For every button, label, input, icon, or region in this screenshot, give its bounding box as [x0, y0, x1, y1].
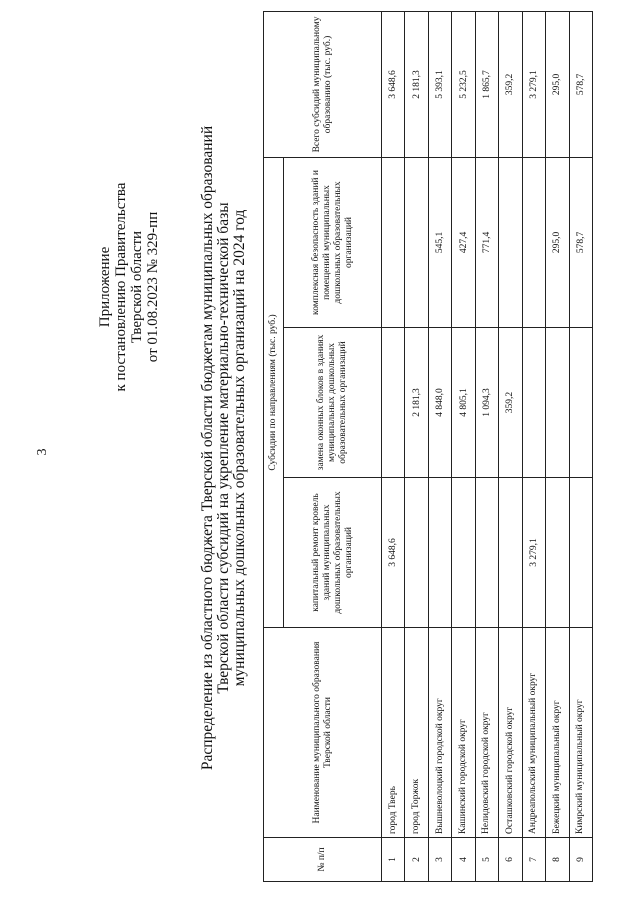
- row-roof-value: [499, 478, 522, 628]
- row-name: Осташковский городской округ: [499, 628, 522, 838]
- row-total-value: 5 232,5: [452, 11, 475, 157]
- row-roof-value: [475, 478, 498, 628]
- appendix-line-3: Тверской области: [129, 230, 145, 344]
- row-total-value: 578,7: [569, 11, 593, 157]
- row-security-value: 295,0: [546, 157, 569, 327]
- row-total-value: 3 279,1: [522, 11, 545, 157]
- row-number: 1: [382, 838, 405, 882]
- table-row: [475, 11, 498, 881]
- row-number: 8: [546, 838, 569, 882]
- table-body: [382, 11, 593, 881]
- appendix-line-1: Приложение: [97, 246, 113, 328]
- row-security-value: 578,7: [569, 157, 593, 327]
- table-row: [452, 11, 475, 881]
- subsidy-table: [263, 11, 593, 882]
- row-name: Кимрский муниципальный округ: [569, 628, 593, 838]
- appendix-line-2: к постановлению Правительства: [113, 182, 129, 392]
- row-security-value: [405, 157, 428, 327]
- appendix-line-4: от 01.08.2023 № 329-пп: [145, 211, 161, 363]
- row-roof-value: [546, 478, 569, 628]
- row-total-value: 295,0: [546, 11, 569, 157]
- row-number: 5: [475, 838, 498, 882]
- row-name: город Торжок: [405, 628, 428, 838]
- header-total: Всего субсидий муниципальному образованию (тыс. руб.): [264, 11, 382, 157]
- row-number: 2: [405, 838, 428, 882]
- row-windows-value: 1 094,3: [475, 328, 498, 478]
- row-number: 4: [452, 838, 475, 882]
- header-group: Субсидии по направлениям (тыс. руб.): [264, 157, 284, 627]
- document-title: [200, 118, 248, 778]
- row-number: 9: [569, 838, 593, 882]
- row-windows-value: 359,2: [499, 328, 522, 478]
- row-name: Кашинский городской округ: [452, 628, 475, 838]
- row-number: 6: [499, 838, 522, 882]
- row-roof-value: 3 648,6: [382, 478, 405, 628]
- row-name: город Тверь: [382, 628, 405, 838]
- row-name: Андреапольский муниципальный округ: [522, 628, 545, 838]
- header-col-roof: капитальный ремонт кровель зданий муниципальных дошкольных образовательных организаций: [284, 478, 382, 628]
- header-name: Наименование муниципального образования Тверской области: [264, 628, 382, 838]
- row-security-value: [522, 157, 545, 327]
- row-security-value: [499, 157, 522, 327]
- row-name: Вышневолоцкий городской округ: [428, 628, 451, 838]
- row-windows-value: [522, 328, 545, 478]
- row-roof-value: 3 279,1: [522, 478, 545, 628]
- row-windows-value: [382, 328, 405, 478]
- header-col-security: комплексная безопасность зданий и помещений муниципальных дошкольных образовательных организаций: [284, 157, 382, 327]
- row-name: Бежецкий муниципальный округ: [546, 628, 569, 838]
- title-line-2: Тверской области субсидий на укрепление материально-технической базы: [215, 202, 232, 694]
- row-windows-value: [546, 328, 569, 478]
- row-windows-value: 4 848,0: [428, 328, 451, 478]
- row-windows-value: 2 181,3: [405, 328, 428, 478]
- title-line-1: Распределение из областного бюджета Тверской области бюджетам муниципальных образований: [199, 125, 216, 771]
- row-number: 3: [428, 838, 451, 882]
- row-security-value: [382, 157, 405, 327]
- header-col-windows: замена оконных блоков в зданиях муниципальных дошкольных образовательных организаций: [284, 328, 382, 478]
- row-total-value: 1 865,7: [475, 11, 498, 157]
- row-total-value: 5 393,1: [428, 11, 451, 157]
- row-total-value: 3 648,6: [382, 11, 405, 157]
- row-security-value: 545,1: [428, 157, 451, 327]
- row-name: Нелидовский городской округ: [475, 628, 498, 838]
- page-number: 3: [35, 448, 50, 456]
- table-row: [405, 11, 428, 881]
- row-windows-value: 4 805,1: [452, 328, 475, 478]
- row-total-value: 2 181,3: [405, 11, 428, 157]
- row-number: 7: [522, 838, 545, 882]
- table-row: [499, 11, 522, 881]
- table-row: [428, 11, 451, 881]
- appendix-block: [97, 162, 161, 412]
- title-line-3: муниципальных дошкольных образовательных организаций на 2024 год: [231, 209, 248, 687]
- header-num: № п/п: [264, 838, 382, 882]
- table-row: [382, 11, 405, 881]
- row-security-value: 427,4: [452, 157, 475, 327]
- row-total-value: 359,2: [499, 11, 522, 157]
- table-row: [569, 11, 593, 881]
- row-roof-value: [569, 478, 593, 628]
- row-roof-value: [428, 478, 451, 628]
- row-windows-value: [569, 328, 593, 478]
- row-roof-value: [405, 478, 428, 628]
- subsidy-table-wrapper: [263, 12, 593, 882]
- table-row: [522, 11, 545, 881]
- row-security-value: 771,4: [475, 157, 498, 327]
- row-roof-value: [452, 478, 475, 628]
- table-row: [546, 11, 569, 881]
